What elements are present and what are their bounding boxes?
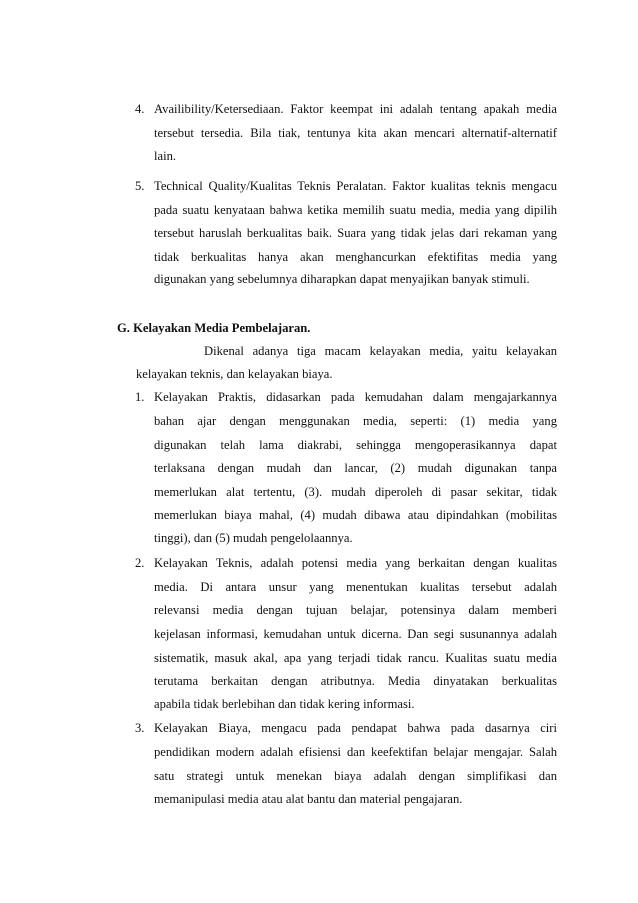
- paragraph-line: Availibility/Ketersediaan. Faktor keempat ini adalah tentang apakah media: [154, 102, 557, 116]
- list-number: 4.: [135, 102, 145, 116]
- paragraph-line: tersebut haruslah berkualitas baik. Suara yang tidak jelas dari rekaman yang: [154, 226, 557, 240]
- paragraph-line: Kelayakan Teknis, adalah potensi media yang berkaitan dengan kualitas: [154, 556, 557, 570]
- paragraph-line: digunakan telah lama diakrabi, sehingga mengoperasikannya dapat: [154, 438, 557, 452]
- paragraph-line: kelayakan teknis, dan kelayakan biaya.: [136, 367, 333, 381]
- paragraph-line: digunakan yang sebelumnya diharapkan dapat menyajikan banyak stimuli.: [154, 272, 530, 286]
- paragraph-line: memerlukan alat tertentu, (3). mudah diperoleh di pasar sekitar, tidak: [154, 485, 557, 499]
- paragraph-line: sistematik, masuk akal, apa yang terjadi tidak rancu. Kualitas suatu media: [154, 651, 557, 665]
- paragraph-line: pada suatu kenyataan bahwa ketika memilih suatu media, media yang dipilih: [154, 203, 557, 217]
- paragraph-line: pendidikan modern adalah efisiensi dan keefektifan belajar mengajar. Salah: [154, 745, 557, 759]
- paragraph-line: memanipulasi media atau alat bantu dan material pengajaran.: [154, 792, 463, 806]
- list-number: 2.: [135, 556, 145, 570]
- paragraph-line: Technical Quality/Kualitas Teknis Peralatan. Faktor kualitas teknis mengacu: [154, 179, 557, 193]
- paragraph-line: terlaksana dengan mudah dan lancar, (2) mudah digunakan tanpa: [154, 461, 557, 475]
- paragraph-line: Dikenal adanya tiga macam kelayakan media, yaitu kelayakan: [204, 344, 557, 358]
- paragraph-line: tidak berkualitas hanya akan menghancurkan efektifitas media yang: [154, 250, 557, 264]
- paragraph-line: tinggi), dan (5) mudah pengelolaannya.: [154, 531, 353, 545]
- paragraph-line: apabila tidak berlebihan dan tidak kering informasi.: [154, 697, 415, 711]
- paragraph-line: memerlukan biaya mahal, (4) mudah dibawa atau dipindahkan (mobilitas: [154, 508, 557, 522]
- paragraph-line: relevansi media dengan tujuan belajar, potensinya dalam memberi: [154, 603, 557, 617]
- paragraph-line: kejelasan informasi, kemudahan untuk dicerna. Dan segi susunannya adalah: [154, 627, 557, 641]
- paragraph-line: Kelayakan Biaya, mengacu pada pendapat bahwa pada dasarnya ciri: [154, 721, 557, 735]
- paragraph-line: lain.: [154, 149, 177, 163]
- paragraph-line: media. Di antara unsur yang menentukan kualitas tersebut adalah: [154, 580, 557, 594]
- paragraph-line: tersebut tersedia. Bila tiak, tentunya kita akan mencari alternatif-alternatif: [154, 126, 557, 140]
- section-heading: G. Kelayakan Media Pembelajaran.: [117, 321, 311, 335]
- paragraph-line: Kelayakan Praktis, didasarkan pada kemudahan dalam mengajarkannya: [154, 390, 557, 404]
- paragraph-line: satu strategi untuk menekan biaya adalah dengan simplifikasi dan: [154, 769, 557, 783]
- paragraph-line: terutama berkaitan dengan atributnya. Media dinyatakan berkualitas: [154, 674, 557, 688]
- list-number: 1.: [135, 390, 145, 404]
- paragraph-line: bahan ajar dengan menggunakan media, seperti: (1) media yang: [154, 414, 557, 428]
- list-number: 5.: [135, 179, 145, 193]
- list-number: 3.: [135, 721, 145, 735]
